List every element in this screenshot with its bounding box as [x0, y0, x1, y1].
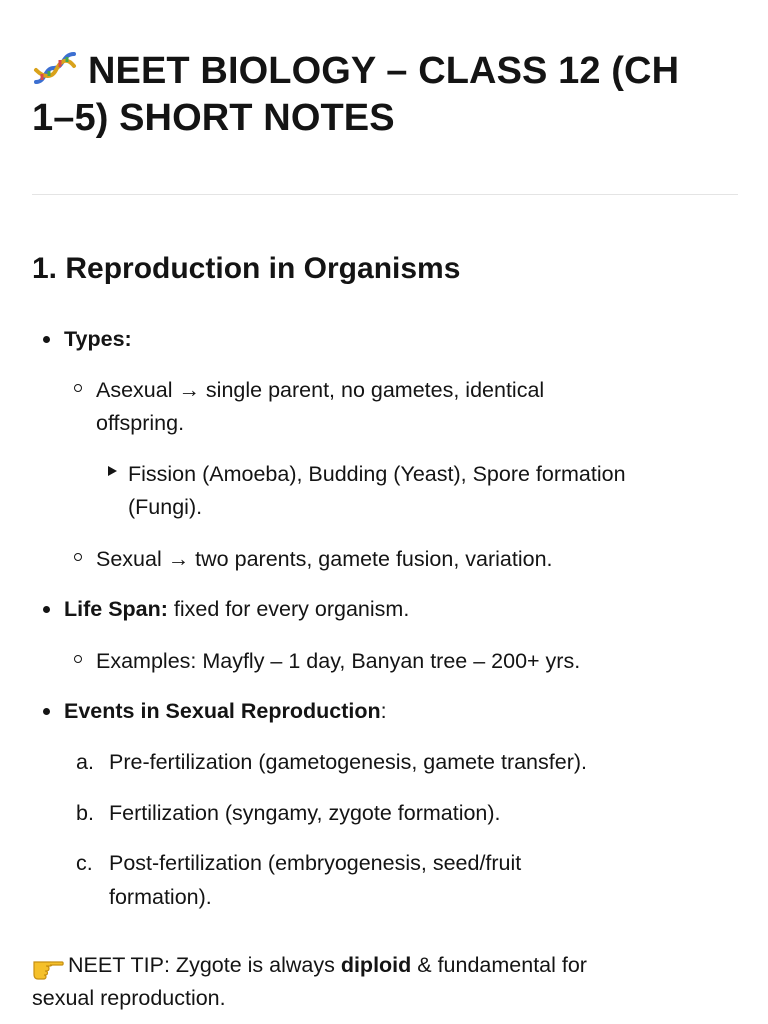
bullet-disc	[43, 708, 50, 715]
life-span-text: fixed for every organism.	[167, 597, 410, 621]
events-label: Events in Sexual Reproduction	[64, 699, 381, 723]
sexual-line: Sexual → two parents, gamete fusion, variation.	[96, 547, 553, 571]
event-b-line: Fertilization (syngamy, zygote formation).	[109, 801, 501, 825]
asexual-line-1: Asexual → single parent, no gametes, identical	[96, 378, 545, 402]
bullet-circle	[74, 553, 82, 561]
life-span-line	[64, 592, 409, 626]
event-marker-a: a.	[76, 750, 94, 774]
asexual-example-line-2: (Fungi).	[128, 495, 203, 519]
tip-line-1	[68, 948, 587, 982]
section-divider	[32, 194, 738, 195]
asexual-example-line-1: Fission (Amoeba), Budding (Yeast), Spore formation	[128, 462, 626, 486]
life-span-label: Life Span:	[64, 597, 168, 621]
event-marker-b: b.	[76, 801, 94, 825]
events-colon: :	[380, 699, 387, 723]
bullet-circle	[74, 655, 82, 663]
section-heading: 1. Reproduction in Organisms	[32, 252, 461, 285]
page-title	[32, 48, 742, 142]
event-a-line: Pre-fertilization (gametogenesis, gamete transfer).	[109, 750, 587, 774]
bullet-circle	[74, 384, 82, 392]
tip-bold: diploid	[340, 953, 412, 977]
events-line	[64, 694, 387, 728]
pointing-hand-icon	[32, 952, 64, 980]
event-marker-c: c.	[76, 851, 93, 875]
title-line-2: 1–5) SHORT NOTES	[32, 97, 395, 139]
tip-line-2: sexual reproduction.	[32, 986, 226, 1010]
bullet-triangle	[108, 466, 117, 476]
life-span-example: Examples: Mayfly – 1 day, Banyan tree – 200+ yrs.	[96, 649, 581, 673]
types-label: Types:	[64, 327, 132, 351]
event-c-line-2: formation).	[109, 885, 212, 909]
tip-prefix: NEET TIP: Zygote is always	[68, 953, 341, 977]
title-line-1: NEET BIOLOGY – CLASS 12 (CH	[88, 50, 680, 92]
asexual-line-2: offspring.	[96, 411, 185, 435]
bullet-disc	[43, 606, 50, 613]
bullet-disc	[43, 336, 50, 343]
event-c-line-1: Post-fertilization (embryogenesis, seed/fruit	[109, 851, 522, 875]
dna-icon	[32, 48, 82, 86]
tip-suffix: & fundamental for	[411, 953, 587, 977]
